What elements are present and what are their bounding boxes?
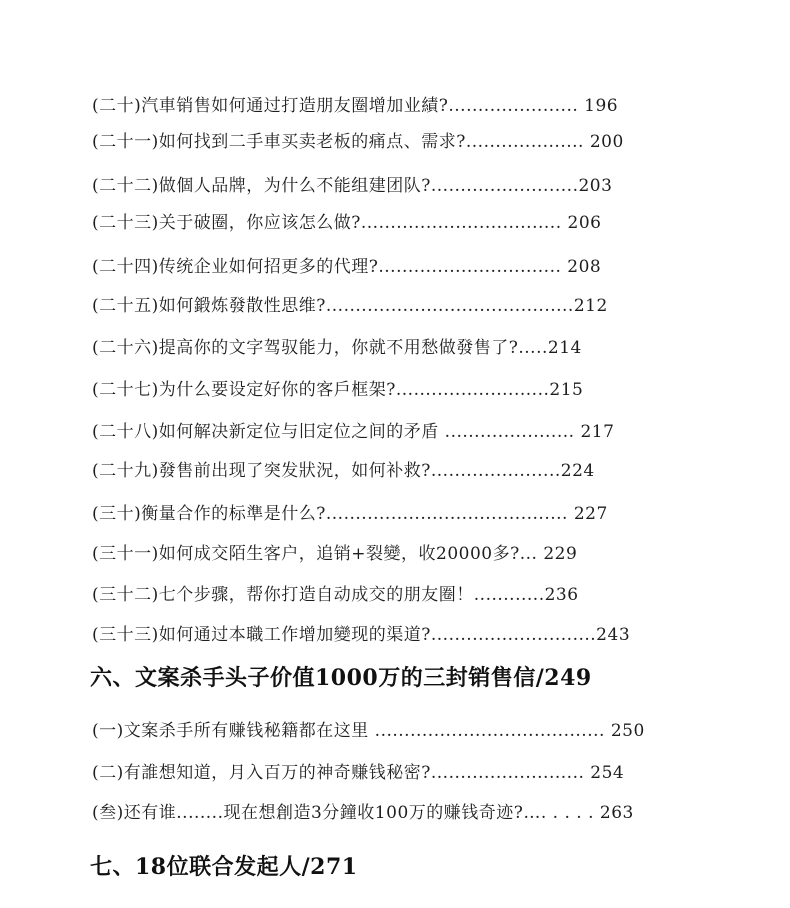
toc-entry: (二十八)如何解决新定位与旧定位之间的矛盾 ...................... 217 <box>92 422 615 442</box>
toc-entry: (一)文案杀手所有赚钱秘籍都在这里 ....................................... 250 <box>92 721 645 741</box>
toc-entry: (二十四)传统企业如何招更多的代理?............................... 208 <box>92 257 602 277</box>
section-six-heading: 六、文案杀手头子价值1000万的三封销售信/249 <box>90 665 592 691</box>
toc-entry: (三十)衡量合作的标準是什么?......................................... 227 <box>92 504 608 524</box>
toc-entry: (二十三)关于破圈，你应该怎么做?.................................. 206 <box>92 213 602 233</box>
toc-entry: (二十九)發售前出现了突发狀況，如何补救?......................224 <box>92 461 595 481</box>
toc-entry: (二十五)如何鍛炼發散性思维?..........................................212 <box>92 296 608 316</box>
toc-entry: (二十一)如何找到二手車买卖老板的痛点、需求?.................... 200 <box>92 132 624 152</box>
toc-entry: (二)有誰想知道，月入百万的神奇赚钱秘密?.......................... 254 <box>92 763 625 783</box>
toc-entry: (二十七)为什么要设定好你的客戶框架?..........................215 <box>92 380 584 400</box>
toc-entry: (三十三)如何通过本職工作增加變现的渠道?............................243 <box>92 625 631 645</box>
toc-entry: (叁)还有谁........现在想創造3分鐘收100万的赚钱奇迹?…. . . . . 263 <box>92 803 634 823</box>
toc-entry: (三十一)如何成交陌生客户，追销+裂變，收20000多?... 229 <box>92 544 578 564</box>
toc-entry: (二十六)提高你的文字驾驭能力，你就不用愁做發售了?.....214 <box>92 338 582 358</box>
toc-entry: (三十二)七个步骤，帮你打造自动成交的朋友圈！............236 <box>92 585 579 605</box>
toc-entry: (二十二)做個人品牌，为什么不能组建团队?.........................203 <box>92 176 613 196</box>
toc-entry: (二十)汽車销售如何通过打造朋友圈增加业績?...................... 196 <box>92 96 619 116</box>
section-seven-heading: 七、18位联合发起人/271 <box>90 854 358 880</box>
